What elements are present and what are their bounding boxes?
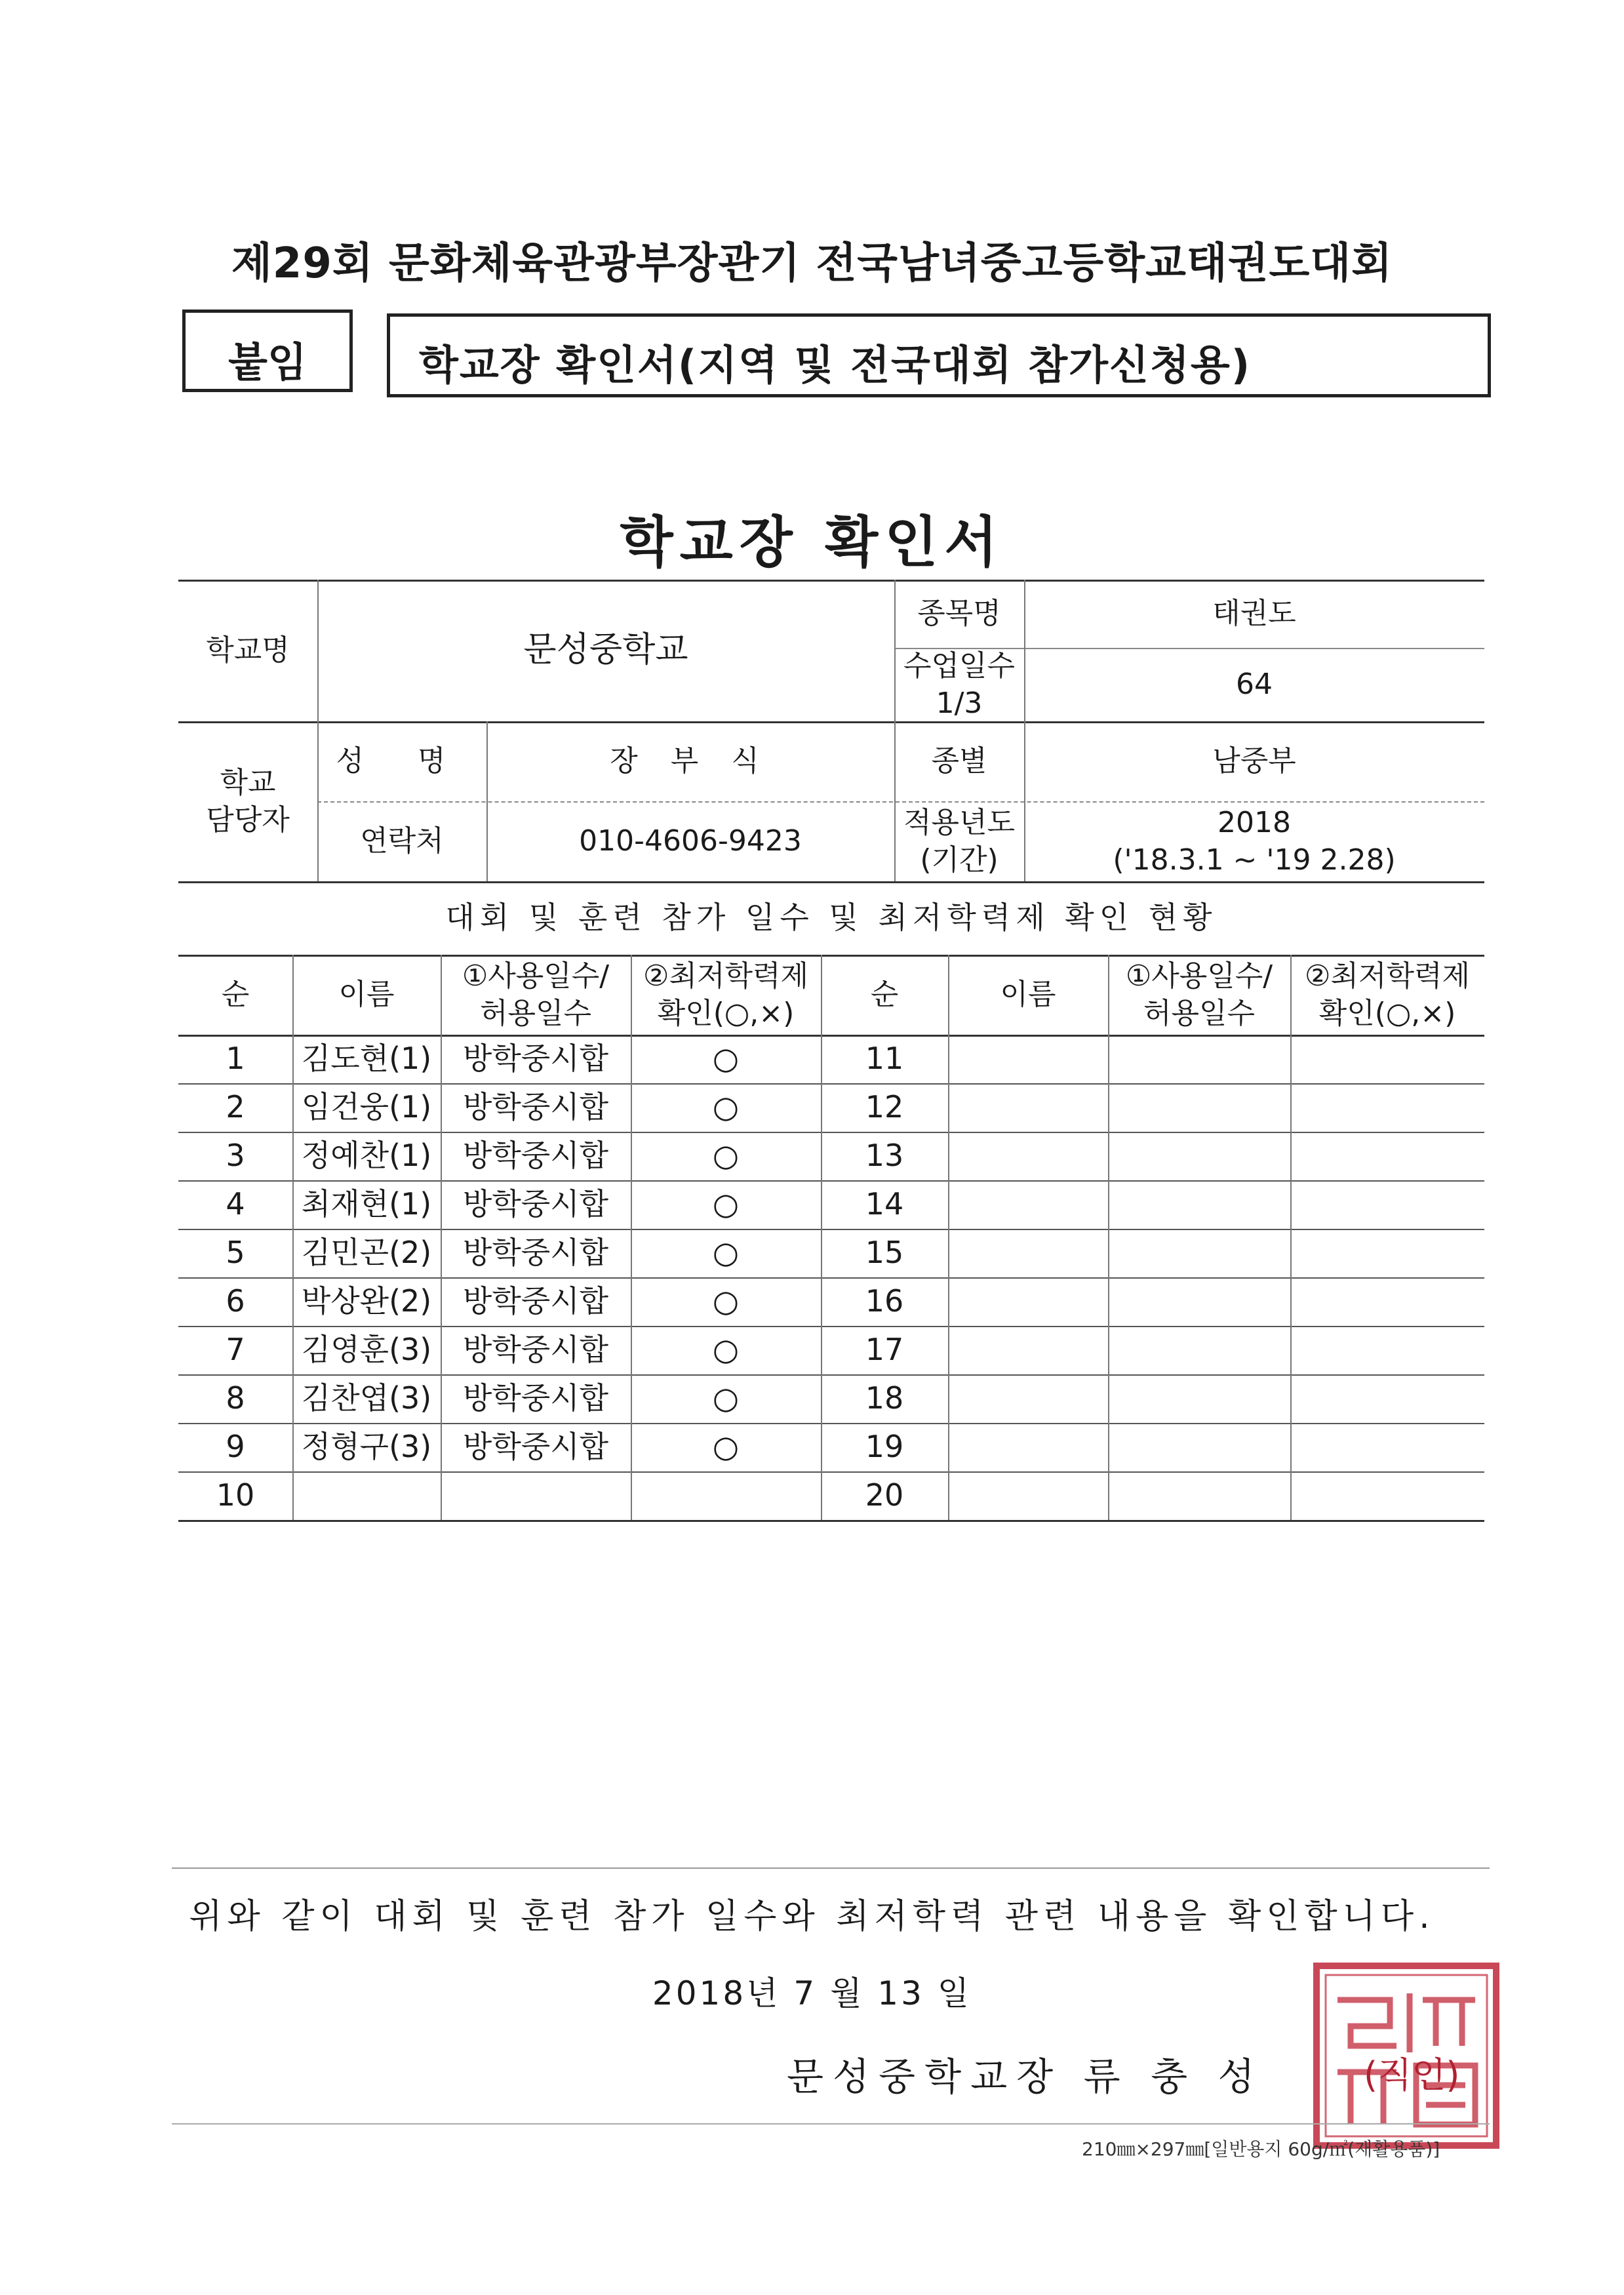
form-title: 학교장 확인서(지역 및 전국대회 참가신청용): [419, 341, 1252, 389]
table-cell-check: ○: [712, 1429, 740, 1465]
row-rule: [178, 1520, 1484, 1522]
attachment-label: 붙임: [228, 338, 307, 386]
table-cell-check: ○: [712, 1138, 740, 1174]
table-cell-name: 정형구(3): [301, 1429, 432, 1465]
table-cell-name: 최재현(1): [301, 1186, 432, 1222]
date-line: 2018년 7 월 13 일: [652, 1974, 972, 2012]
seal-mark: (직인): [1364, 2054, 1460, 2096]
table-cell-name: 박상완(2): [301, 1283, 432, 1319]
table-cell-order: 10: [216, 1477, 255, 1513]
header-days-2: ①사용일수/ 허용일수: [1125, 959, 1273, 1030]
contact-value: 010-4606-9423: [579, 824, 802, 858]
class-days-value: 64: [1236, 668, 1273, 702]
school-name: 문성중학교: [523, 630, 688, 670]
table-cell-days: 방학중시합: [462, 1283, 609, 1319]
table-cell-order: 5: [226, 1235, 245, 1271]
paper-spec: 210㎜×297㎜[일반용지 60g/㎡(재활용품)]: [1082, 2138, 1440, 2160]
table-cell-order-right: 14: [865, 1186, 904, 1222]
table-cell-days: 방학중시합: [462, 1380, 609, 1416]
table-cell-order-right: 11: [865, 1041, 904, 1077]
table-cell-name: 임건웅(1): [301, 1089, 432, 1125]
table-cell-check: ○: [712, 1041, 740, 1077]
table-cell-name: 김영훈(3): [301, 1332, 432, 1368]
table-cell-check: ○: [712, 1235, 740, 1271]
division-value: 남중부: [1212, 744, 1296, 778]
header-days: ①사용일수/ 허용일수: [462, 959, 610, 1030]
section-caption: 대회 및 훈련 참가 일수 및 최저학력제 확인 현황: [445, 900, 1218, 936]
table-cell-check: ○: [712, 1380, 740, 1416]
table-cell-name: 정예찬(1): [301, 1138, 432, 1174]
class-days-label: 수업일수 1/3: [903, 649, 1015, 720]
table-cell-check: ○: [712, 1332, 740, 1368]
event-title: 제29회 문화체육관광부장관기 전국남녀중고등학교태권도대회: [231, 239, 1393, 288]
table-cell-order: 9: [226, 1429, 245, 1465]
table-cell-order: 1: [226, 1041, 245, 1077]
header-order: 순: [221, 978, 250, 1012]
header-name-2: 이름: [1000, 978, 1056, 1012]
table-cell-days: [441, 1471, 631, 1520]
table-cell-check: ○: [712, 1283, 740, 1319]
year-value: 2018 ('18.3.1 ~ '19 2.28): [1113, 805, 1396, 877]
rule: [1290, 955, 1292, 1520]
manager-label: 학교 담당자: [206, 765, 290, 837]
table-cell-order-right: 15: [865, 1235, 904, 1271]
table-cell-order-right: 18: [865, 1380, 904, 1416]
table-cell-name: [292, 1471, 441, 1520]
table-cell-check: ○: [712, 1186, 740, 1222]
table-cell-days: 방학중시합: [462, 1138, 609, 1174]
sport-value: 태권도: [1212, 597, 1296, 631]
table-cell-order-right: 16: [865, 1283, 904, 1319]
year-label: 적용년도 (기간): [903, 805, 1015, 877]
attachment-label-box: [182, 309, 353, 392]
table-cell-order: 4: [226, 1186, 245, 1222]
header-order-2: 순: [870, 978, 899, 1012]
table-cell-order: 7: [226, 1332, 245, 1368]
footer-rule: [172, 1867, 1490, 1869]
header-name: 이름: [338, 978, 395, 1012]
header-check: ②최저학력제 확인(○,×): [643, 959, 808, 1030]
name-value: 장 부 식: [610, 744, 771, 778]
table-cell-order: 8: [226, 1380, 245, 1416]
table-cell-days: 방학중시합: [462, 1041, 609, 1077]
table-cell-order-right: 20: [865, 1477, 904, 1513]
form-title-box: [387, 313, 1491, 397]
name-label: 성 명: [336, 744, 468, 778]
table-cell-name: 김민곤(2): [301, 1235, 432, 1271]
footer-rule-2: [172, 2123, 1490, 2125]
school-label: 학교명: [206, 633, 290, 668]
division-label: 종별: [931, 744, 987, 778]
table-cell-name: 김찬엽(3): [301, 1380, 432, 1416]
table-cell-days: 방학중시합: [462, 1235, 609, 1271]
rule: [178, 881, 1484, 883]
table-cell-days: 방학중시합: [462, 1089, 609, 1125]
table-cell-order-right: 19: [865, 1429, 904, 1465]
table-cell-order: 3: [226, 1138, 245, 1174]
table-cell-order: 2: [226, 1089, 245, 1125]
table-cell-order-right: 13: [865, 1138, 904, 1174]
table-cell-days: 방학중시합: [462, 1332, 609, 1368]
principal-signature: 문성중학교장 류 충 성: [787, 2054, 1264, 2099]
sport-label: 종목명: [917, 597, 1001, 631]
table-cell-days: 방학중시합: [462, 1186, 609, 1222]
header-check-2: ②최저학력제 확인(○,×): [1305, 959, 1470, 1030]
table-cell-check: ○: [712, 1089, 740, 1125]
table-cell-order-right: 17: [865, 1332, 904, 1368]
confirmation-text: 위와 같이 대회 및 훈련 참가 일수와 최저학력 관련 내용을 확인합니다.: [189, 1897, 1435, 1936]
document-title: 학교장 확인서: [620, 510, 1004, 574]
table-cell-order: 6: [226, 1283, 245, 1319]
contact-label: 연락처: [360, 824, 444, 858]
table-cell-check: [631, 1471, 821, 1520]
table-cell-days: 방학중시합: [462, 1429, 609, 1465]
rule: [948, 955, 949, 1520]
table-cell-order-right: 12: [865, 1089, 904, 1125]
rule: [1108, 955, 1109, 1520]
table-cell-name: 김도현(1): [301, 1041, 432, 1077]
